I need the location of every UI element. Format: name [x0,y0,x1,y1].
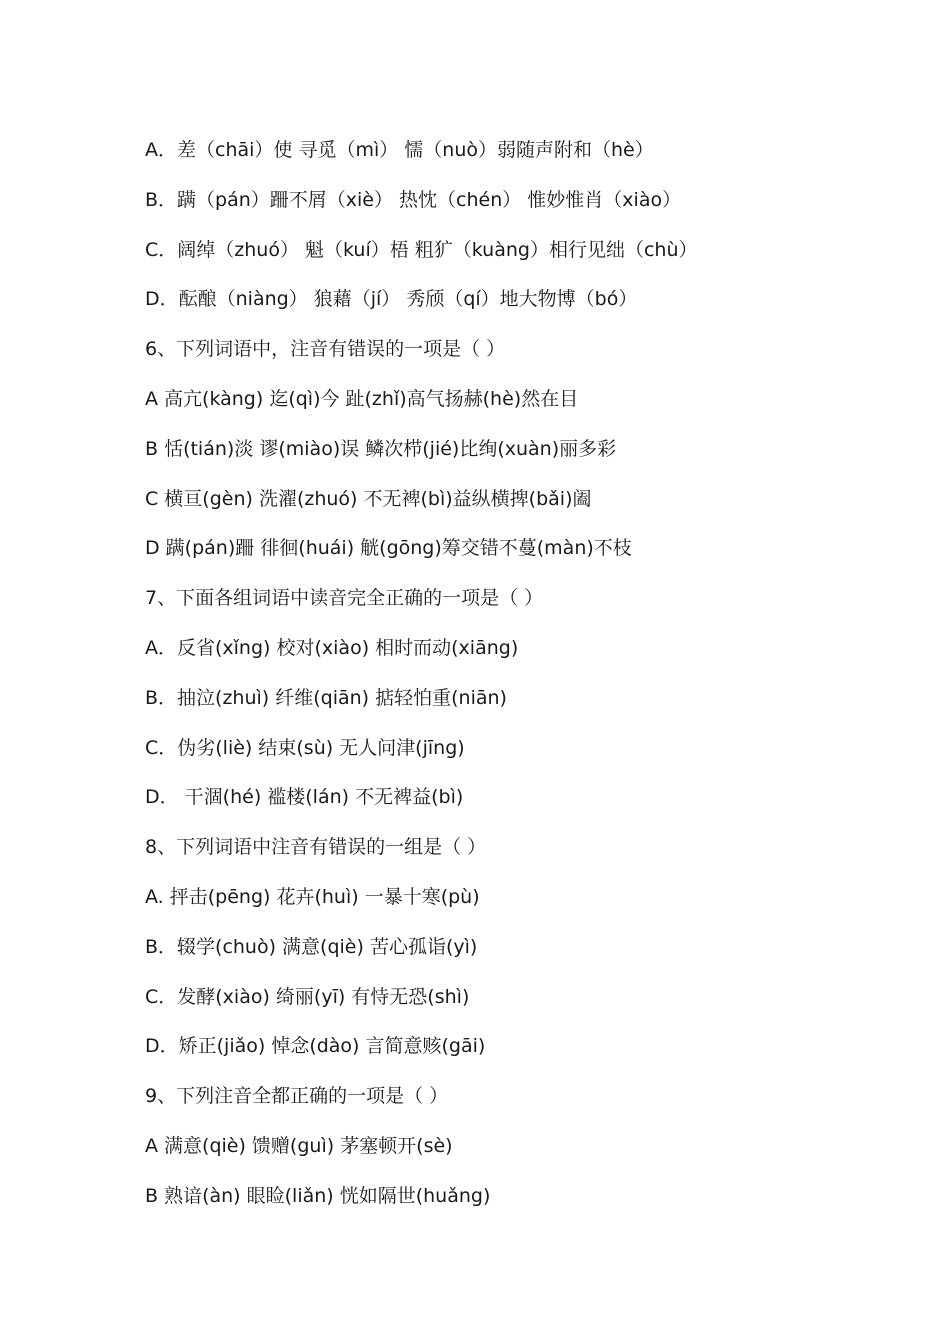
question-heading: 6、下列词语中，注音有错误的一项是（ ） [145,338,506,361]
option-line: A. 抨击(pēng) 花卉(huì) 一暴十寒(pù) [145,885,480,908]
option-line: C 横亘(gèn) 洗濯(zhuó) 不无裨(bì)益纵横捭(bǎi)阖 [145,487,592,510]
option-line: B 恬(tián)淡 谬(miào)误 鳞次栉(jié)比绚(xuàn)丽多彩 [145,437,617,460]
option-line: D．矫正(jiǎo) 悼念(dào) 言简意赅(gāi) [145,1035,486,1058]
option-line: D 蹒(pán)跚 徘徊(huái) 觥(gōng)筹交错不蔓(màn)不枝 [145,537,632,560]
question-heading: 8、下列词语中注音有错误的一组是（ ） [145,836,487,859]
question-text-block [145,131,905,1227]
option-line: A．反省(xǐng) 校对(xiào) 相时而动(xiāng) [145,636,519,659]
option-line: C．阔绰（zhuó） 魁（kuí）梧 粗犷（kuàng）相行见绌（chù） [145,238,698,261]
question-heading: 7、下面各组词语中读音完全正确的一项是（ ） [145,587,544,610]
option-line: B．辍学(chuò) 满意(qiè) 苦心孤诣(yì) [145,935,478,958]
option-line: D． 干涸(hé) 褴楼(lán) 不无裨益(bì) [145,786,464,809]
option-line: C．伪劣(liè) 结束(sù) 无人问津(jīng) [145,736,465,759]
option-line: B．蹒（pán）跚不屑（xiè） 热忱（chén） 惟妙惟肖（xiào） [145,188,682,211]
option-line: A．差（chāi）使 寻觅（mì） 懦（nuò）弱随声附和（hè） [145,139,654,161]
option-line: C．发酵(xiào) 绮丽(yī) 有恃无恐(shì) [145,985,470,1008]
option-line: B 熟谙(àn) 眼睑(liǎn) 恍如隔世(huǎng) [145,1184,491,1207]
question-heading: 9、下列注音全都正确的一项是（ ） [145,1085,449,1108]
option-line: D．酝酿（niàng） 狼藉（jí） 秀颀（qí）地大物博（bó） [145,288,638,311]
option-line: A 满意(qiè) 馈赠(guì) 茅塞顿开(sè) [145,1134,453,1157]
option-line: A 高亢(kàng) 迄(qì)今 趾(zhǐ)高气扬赫(hè)然在目 [145,387,579,410]
option-line: B．抽泣(zhuì) 纤维(qiān) 掂轻怕重(niān) [145,686,507,709]
